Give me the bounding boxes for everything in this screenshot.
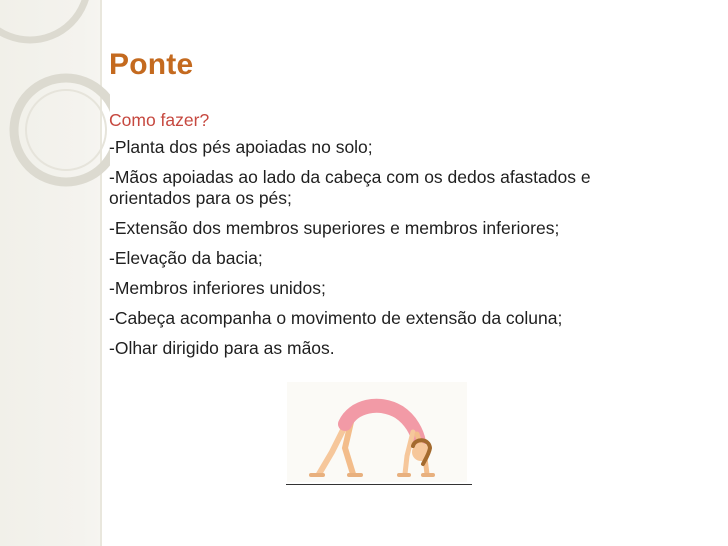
- slide-title: Ponte: [109, 48, 194, 81]
- step-item: -Membros inferiores unidos;: [109, 278, 326, 298]
- steps-list: [109, 137, 669, 368]
- step-item: -Extensão dos membros superiores e membros inferiores;: [109, 218, 560, 238]
- illustration-underline: [286, 484, 472, 485]
- step-item: -Cabeça acompanha o movimento de extensão da coluna;: [109, 308, 563, 328]
- slide-subtitle: Como fazer?: [109, 110, 210, 130]
- step-item: -Olhar dirigido para as mãos.: [109, 338, 335, 358]
- ring-middle: [14, 78, 110, 182]
- step-item: -Mãos apoiadas ao lado da cabeça com os dedos afastados e orientados para os pés;: [109, 167, 591, 208]
- decorative-rings: [0, 0, 110, 546]
- step-item: -Planta dos pés apoiadas no solo;: [109, 137, 373, 157]
- gymnast-bridge-icon: [287, 382, 467, 482]
- illustration-background: [287, 382, 467, 482]
- ring-top: [0, 0, 88, 40]
- ring-middle-inner: [26, 90, 106, 170]
- step-item: -Elevação da bacia;: [109, 248, 263, 268]
